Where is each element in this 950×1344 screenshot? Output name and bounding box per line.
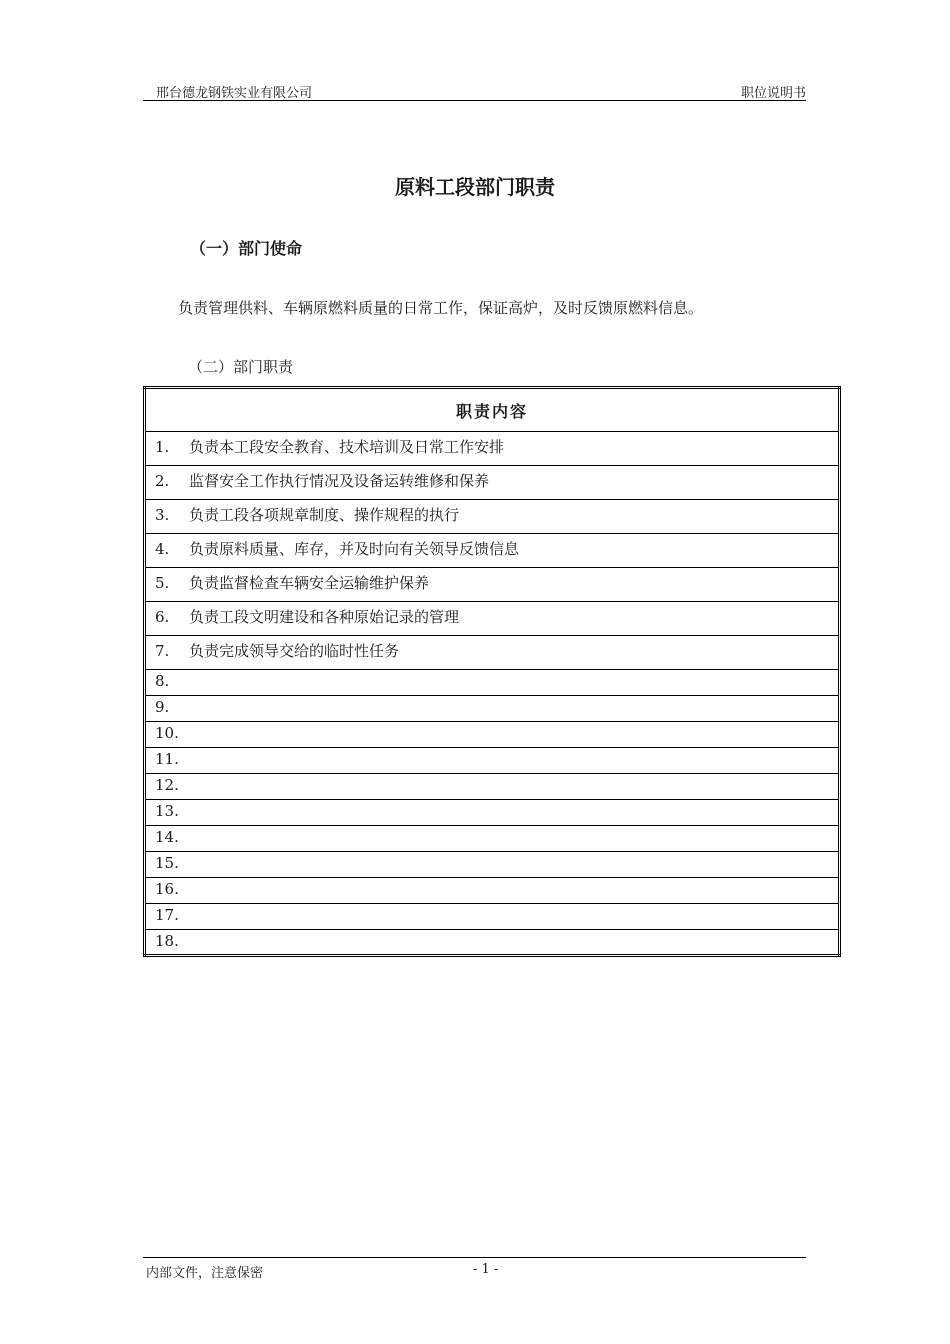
company-name: 邢台德龙钢铁实业有限公司 [156,86,313,101]
page-footer [143,1257,806,1282]
duty-cell [145,432,840,466]
duty-number: 8. [155,672,170,690]
table-row [145,696,840,722]
duties-heading: （二）部门职责 [188,358,294,376]
page-title: 原料工段部门职责 [395,175,555,199]
page-number: - 1 - [473,1262,499,1277]
duty-cell [145,500,840,534]
duty-number: 10. [155,724,179,742]
mission-heading: （一）部门使命 [190,239,303,258]
page-header [143,80,806,101]
duty-number: 17. [155,906,179,924]
duty-cell [145,930,840,956]
duty-cell [145,904,840,930]
duty-text: 负责监督检查车辆安全运输维护保养 [189,574,430,592]
duty-cell [145,800,840,826]
duty-text: 负责工段各项规章制度、操作规程的执行 [189,506,460,524]
duty-number: 14. [155,828,179,846]
duty-cell [145,722,840,748]
duty-cell [145,636,840,670]
table-row [145,826,840,852]
table-row [145,432,840,466]
duty-number: 18. [155,932,179,950]
duty-cell [145,696,840,722]
duty-number: 5. [155,574,170,592]
table-row [145,852,840,878]
duty-number: 4. [155,540,170,558]
duty-number: 7. [155,642,170,660]
duty-text: 负责完成领导交给的临时性任务 [189,642,400,660]
duty-number: 16. [155,880,179,898]
duties-column-header: 职责内容 [145,388,840,432]
table-row [145,636,840,670]
duties-table [143,386,841,957]
duty-cell [145,466,840,500]
table-row [145,904,840,930]
table-row [145,748,840,774]
duty-cell [145,534,840,568]
table-row [145,722,840,748]
duty-text: 负责原料质量、库存，并及时向有关领导反馈信息 [189,540,520,558]
duty-number: 9. [155,698,170,716]
mission-text: 负责管理供料、车辆原燃料质量的日常工作，保证高炉，及时反馈原燃料信息。 [178,299,704,317]
duty-number: 13. [155,802,179,820]
duty-number: 12. [155,776,179,794]
table-row [145,774,840,800]
duty-number: 6. [155,608,170,626]
duty-cell [145,748,840,774]
duty-number: 15. [155,854,179,872]
duty-cell [145,568,840,602]
table-row [145,878,840,904]
duty-cell [145,670,840,696]
document-type: 职位说明书 [740,86,806,101]
table-row [145,800,840,826]
duty-cell [145,826,840,852]
table-row [145,930,840,956]
duty-cell [145,602,840,636]
duty-cell [145,774,840,800]
table-row [145,500,840,534]
table-row [145,568,840,602]
duty-text: 负责本工段安全教育、技术培训及日常工作安排 [189,438,505,456]
confidentiality-note: 内部文件，注意保密 [146,1266,264,1281]
duties-table-body [145,432,840,956]
duty-text: 监督安全工作执行情况及设备运转维修和保养 [189,472,490,490]
duty-text: 负责工段文明建设和各种原始记录的管理 [189,608,460,626]
duty-cell [145,878,840,904]
duty-number: 11. [155,750,179,768]
table-row [145,466,840,500]
table-row [145,602,840,636]
duty-cell [145,852,840,878]
table-row [145,670,840,696]
duty-number: 1. [155,438,170,456]
duty-number: 3. [155,506,170,524]
table-row [145,534,840,568]
duties-table-header-row [145,388,840,432]
duty-number: 2. [155,472,170,490]
